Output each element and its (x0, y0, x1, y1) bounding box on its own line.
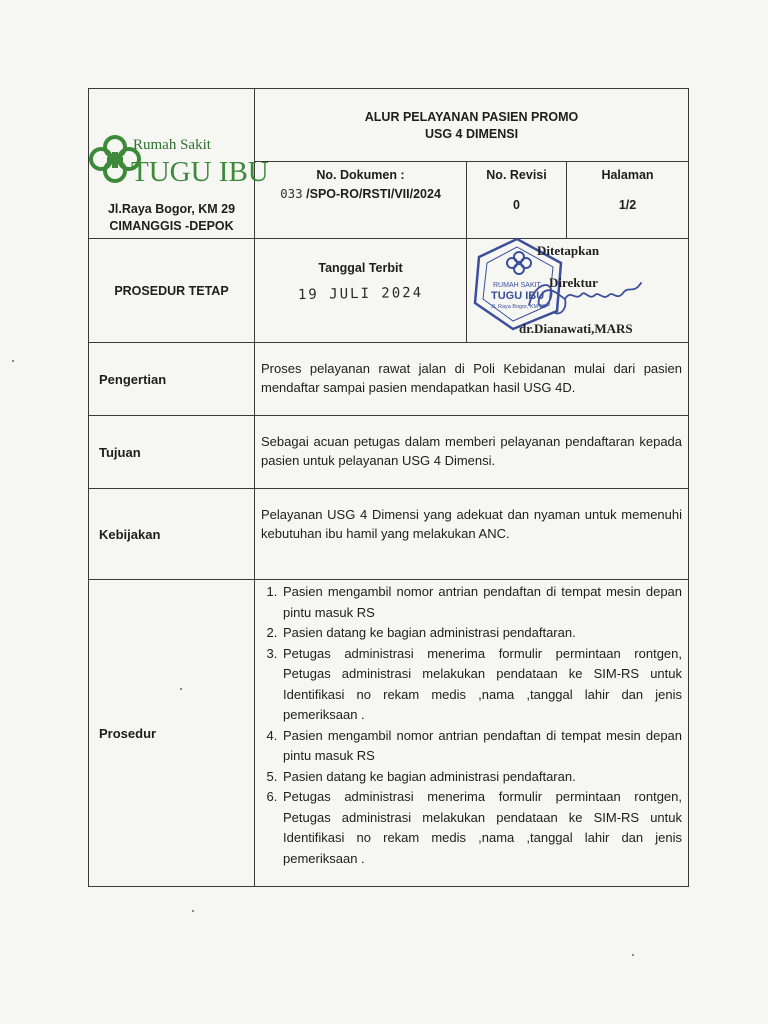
kebijakan-label: Kebijakan (99, 526, 161, 542)
scan-speck (192, 910, 194, 912)
procedure-step: 1. Pasien mengambil nomor antrian pendaftan di tempat mesin depan pintu masuk RS (281, 582, 682, 623)
procedure-label: PROSEDUR TETAP (114, 283, 229, 298)
doc-number-text: /SPO-RO/RSTI/VII/2024 (306, 187, 441, 202)
revision-label: No. Revisi (486, 168, 547, 183)
revision-value: 0 (513, 198, 520, 213)
procedure-step: 4. Pasien mengambil nomor antrian pendaftan di tempat mesin depan pintu masuk RS (281, 726, 682, 767)
issue-date-label: Tanggal Terbit (318, 261, 403, 275)
procedure-step: 2. Pasien datang ke bagian administrasi pendaftaran. (281, 623, 682, 644)
stamp-text-1: RUMAH SAKIT (493, 282, 541, 289)
tujuan-text: Sebagai acuan petugas dalam memberi pelayanan pendaftaran kepada pasien untuk pelayanan USG 4 Dimensi. (255, 416, 689, 489)
kebijakan-text: Pelayanan USG 4 Dimensi yang adekuat dan nyaman untuk memenuhi kebutuhan ibu hamil yang melakukan ANC. (255, 489, 689, 580)
director-label: Direktur (549, 275, 598, 290)
tujuan-label: Tujuan (99, 444, 141, 460)
doc-number-value (255, 186, 466, 201)
issue-date-handwritten: 19 JULI 2024 (297, 284, 424, 304)
director-name: dr.Dianawati,MARS (519, 321, 633, 336)
prosedur-steps-cell (255, 580, 689, 887)
procedure-step: 5. Pasien datang ke bagian administrasi pendaftaran. (281, 767, 682, 788)
hospital-address (89, 201, 254, 235)
logo-text-small: Rumah Sakit (133, 137, 211, 153)
doc-number-label: No. Dokumen : (316, 168, 405, 183)
tujuan-label-cell (89, 416, 255, 489)
kebijakan-label-cell (89, 489, 255, 580)
prosedur-label-cell (89, 580, 255, 887)
pengertian-label-cell (89, 343, 255, 416)
revision-cell (467, 162, 567, 239)
document-title (255, 89, 688, 143)
doc-number-handwritten: 033 (280, 186, 303, 202)
pengertian-text: Proses pelayanan rawat jalan di Poli Kebidanan mulai dari pasien mendaftar sampai pasien mendapatkan hasil USG 4D. (255, 343, 689, 416)
logo-text-large: TUGU IBU (131, 156, 269, 188)
title-cell (255, 89, 689, 162)
scan-speck (632, 954, 634, 956)
procedure-step: 6. Petugas administrasi menerima formulir permintaan rontgen, Petugas administrasi melakukan pendataan ke SIM-RS untuk Identifikasi no rekam medis ,nama ,tanggal lahir dan jenis pemeriksaan . (281, 787, 682, 869)
pengertian-label: Pengertian (99, 371, 167, 387)
scan-speck (12, 360, 14, 362)
page-cell (567, 162, 689, 239)
director-signature (525, 275, 645, 319)
procedure-step: 3. Petugas administrasi menerima formulir permintaan rontgen, Petugas administrasi melakukan pendataan ke SIM-RS untuk Identifikasi no rekam medis ,nama ,tanggal lahir dan jenis pemeriksaan . (281, 644, 682, 726)
page-value: 1/2 (618, 198, 637, 213)
sop-table (88, 88, 689, 887)
approved-label: Ditetapkan (537, 243, 600, 258)
issue-date-cell (255, 239, 467, 343)
stamp-text-3: Jl. Raya Bogor, KM 29 (491, 304, 546, 310)
prosedur-steps (255, 580, 688, 869)
stamp-text-2: TUGU IBU (491, 290, 545, 302)
title-line-1: ALUR PELAYANAN PASIEN PROMO (364, 110, 579, 124)
address-line-1: Jl.Raya Bogor, KM 29 (107, 202, 236, 216)
prosedur-label: Prosedur (99, 725, 157, 741)
page-label: Halaman (601, 168, 654, 183)
title-line-2: USG 4 DIMENSI (424, 127, 519, 141)
procedure-label-cell (89, 239, 255, 343)
hospital-logo-cell (89, 89, 269, 239)
address-line-2: CIMANGGIS -DEPOK (109, 219, 234, 233)
stamp-clover-icon (507, 252, 531, 274)
doc-number-cell (255, 162, 467, 239)
approval-cell (467, 239, 689, 343)
